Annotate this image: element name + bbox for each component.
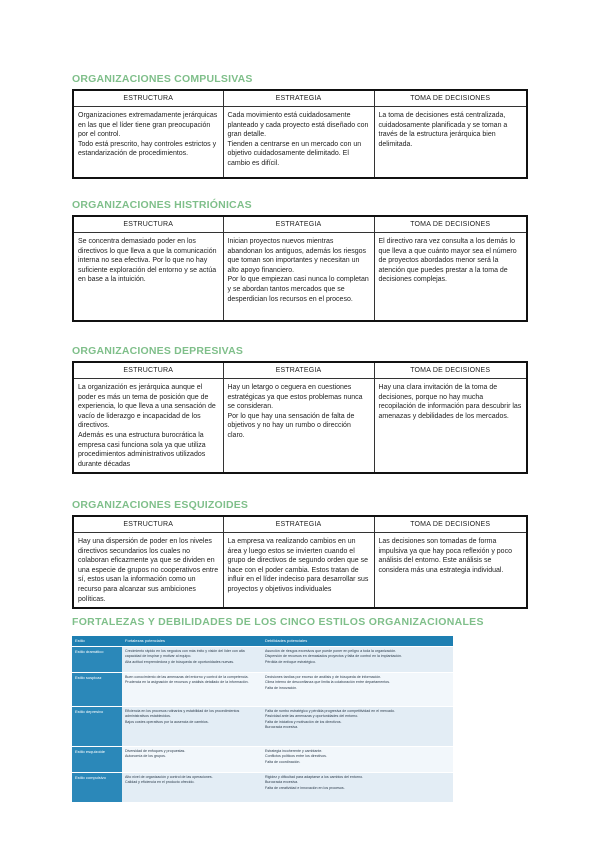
fd-row xyxy=(72,747,453,773)
header-estructura: ESTRUCTURA xyxy=(73,516,223,533)
table-histrionicas xyxy=(72,215,528,322)
header-estructura: ESTRUCTURA xyxy=(73,362,223,379)
header-estrategia: ESTRATEGIA xyxy=(223,362,374,379)
strengths-weaknesses-table xyxy=(72,636,453,803)
cell-decisiones: Las decisiones son tomadas de forma impulsiva ya que hay poca reflexión y poco análisis del entorno. Este análisis se considera más una estrategia individual. xyxy=(374,533,527,609)
fd-fortalezas: Crecimiento rápido en los negocios con más éxito y visión del líder con alta capacidad de inspirar y motivar al equipo. Alta actitud emprendedora y de búsqueda de oportunidades nuevas. xyxy=(122,647,262,673)
fd-row xyxy=(72,707,453,747)
cell-estructura: Se concentra demasiado poder en los directivos lo que lleva a que la comunicación interna no sea efectiva. Por lo que no hay suficiente exploración del entorno y se actúa en base a la intuición. xyxy=(73,233,223,321)
fd-row xyxy=(72,647,453,673)
cell-decisiones: La toma de decisiones está centralizada, cuidadosamente planificada y se toman a través de la estructura jerárquica bien delimitada. xyxy=(374,107,527,178)
fd-row xyxy=(72,773,453,803)
cell-estrategia: La empresa va realizando cambios en un área y luego estos se invierten cuando el grupo de directivos de segundo orden que se hace con el poder cambia. Estos tratan de influir en el líder indeciso para desarrollar sus proyectos y objetivos individuales xyxy=(223,533,374,609)
section-title-depresivas: ORGANIZACIONES DEPRESIVAS xyxy=(72,345,244,357)
cell-estructura: La organización es jerárquica aunque el poder es más un tema de posición que de experiencia, lo que lleva a una sensación de vacío de liderazgo e incapacidad de los directivos. Además es una estructura burocrática la empresa casi funciona sola ya que utiliza procedimientos administrativos utilizados durante décadas xyxy=(73,379,223,474)
header-decisiones: TOMA DE DECISIONES xyxy=(374,516,527,533)
cell-estrategia: Hay un letargo o ceguera en cuestiones estratégicas ya que estos problemas nunca se consideran. Por lo que hay una sensación de falta de objetivos y no hay un rumbo o dirección claro. xyxy=(223,379,374,474)
fd-row xyxy=(72,673,453,707)
section-title-compulsivas: ORGANIZACIONES COMPULSIVAS xyxy=(72,73,253,85)
fd-debilidades: Rigidez y dificultad para adaptarse a los cambios del entorno. Burocracia excesiva. Falta de creatividad e innovación en los procesos. xyxy=(262,773,453,803)
table-compulsivas xyxy=(72,89,528,179)
fd-debilidades: Falta de rumbo estratégico y pérdida progresiva de competitividad en el mercado. Pasividad ante las amenazas y oportunidades del entorno. Falta de iniciativa y motivación de los directivos. Burocracia excesiva. xyxy=(262,707,453,747)
table-esquizoides xyxy=(72,515,528,609)
header-estrategia: ESTRATEGIA xyxy=(223,90,374,107)
header-estructura: ESTRUCTURA xyxy=(73,90,223,107)
header-decisiones: TOMA DE DECISIONES xyxy=(374,216,527,233)
fd-estilo: Estilo esquizoide xyxy=(72,747,122,773)
section-title-esquizoides: ORGANIZACIONES ESQUIZOIDES xyxy=(72,499,249,511)
cell-estrategia: Cada movimiento está cuidadosamente planteado y cada proyecto está diseñado con gran detalle. Tienden a centrarse en un mercado con un objetivo cuidadosamente delimitado. El cambio es difícil. xyxy=(223,107,374,178)
fd-fortalezas: Buen conocimiento de las amenazas del entorno y control de la competencia. Prudencia en la asignación de recursos y análisis detallado de la información. xyxy=(122,673,262,707)
header-decisiones: TOMA DE DECISIONES xyxy=(374,90,527,107)
header-estrategia: ESTRATEGIA xyxy=(223,216,374,233)
cell-estrategia: Inician proyectos nuevos mientras abandonan los antiguos, además los riesgos que toman son importantes y necesitan un alto apoyo financiero. Por lo que empiezan casi nunca lo completan y se abordan tantos mercados que se desperdician los recursos en el proceso. xyxy=(223,233,374,321)
fd-estilo: Estilo suspicaz xyxy=(72,673,122,707)
section-title-histrionicas: ORGANIZACIONES HISTRIÓNICAS xyxy=(72,199,252,211)
cell-decisiones: El directivo rara vez consulta a los demás lo que lleva a que cuánto mayor sea el número de proyectos abordados menor será la atención que puedes prestar a la toma de decisiones complejas. xyxy=(374,233,527,321)
fd-fortalezas: Alto nivel de organización y control de las operaciones. Calidad y eficiencia en el producto ofrecido. xyxy=(122,773,262,803)
fd-fortalezas: Eficiencia en los procesos rutinarios y estabilidad de los procedimientos administrativos establecidos. Bajos costes operativos por la ausencia de cambios. xyxy=(122,707,262,747)
fd-header-estilo: Estilo xyxy=(72,636,122,647)
fd-estilo: Estilo depresivo xyxy=(72,707,122,747)
fd-header-fortalezas: Fortalezas potenciales xyxy=(122,636,262,647)
fd-estilo: Estilo compulsivo xyxy=(72,773,122,803)
fd-estilo: Estilo dramático xyxy=(72,647,122,673)
header-decisiones: TOMA DE DECISIONES xyxy=(374,362,527,379)
header-estrategia: ESTRATEGIA xyxy=(223,516,374,533)
fd-debilidades: Estrategia incoherente y cambiante. Conflictos políticos entre los directivos. Falta de coordinación. xyxy=(262,747,453,773)
header-estructura: ESTRUCTURA xyxy=(73,216,223,233)
cell-estructura: Organizaciones extremadamente jerárquicas en las que el líder tiene gran preocupación por el control. Todo está prescrito, hay controles estrictos y estandarización de procedimientos. xyxy=(73,107,223,178)
table-depresivas xyxy=(72,361,528,474)
cell-estructura: Hay una dispersión de poder en los niveles directivos secundarios los cuales no colaboran eficazmente ya que se dividen en una especie de grupos no cooperativos entre sí, estos usan la información como un recurso para alcanzar sus ambiciones políticas. xyxy=(73,533,223,609)
fd-debilidades: Asunción de riesgos excesivos que puede poner en peligro a toda la organización. Dispersión de recursos en demasiados proyectos y falta de control en la implantación. Pérdida de enfoque estratégico. xyxy=(262,647,453,673)
fd-header-debilidades: Debilidades potenciales xyxy=(262,636,453,647)
strengths-weaknesses-title: FORTALEZAS Y DEBILIDADES DE LOS CINCO ESTILOS ORGANIZACIONALES xyxy=(72,616,484,628)
fd-fortalezas: Diversidad de enfoques y propuestas. Autonomía de los grupos. xyxy=(122,747,262,773)
cell-decisiones: Hay una clara invitación de la toma de decisiones, porque no hay mucha recopilación de información para descubrir las amenazas y debilidades de los mercados. xyxy=(374,379,527,474)
fd-debilidades: Decisiones tardías por exceso de análisis y de búsqueda de información. Clima interno de desconfianza que limita la colaboración entre departamentos. Falta de innovación. xyxy=(262,673,453,707)
